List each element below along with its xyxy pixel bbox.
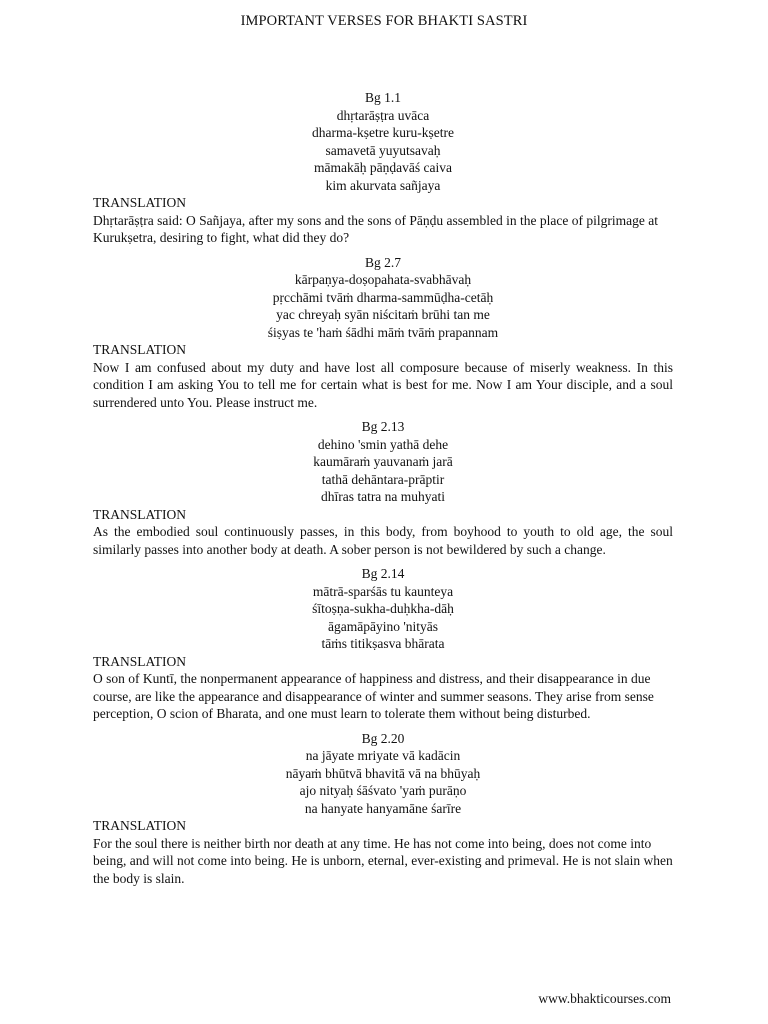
sanskrit-line: dehino 'smin yathā dehe — [317, 436, 449, 452]
verse-reference: Bg 2.14 — [361, 566, 405, 581]
verse-list — [93, 89, 673, 894]
translation-text: O son of Kuntī, the nonpermanent appearance of happiness and distress, and their disappearance in due course, are like the appearance and disappearance of winter and summer seasons. They arise from sense perception, O scion of Bharata, and one must learn to tolerate them without being disturbed. — [93, 671, 654, 721]
sanskrit-verse — [93, 107, 673, 195]
translation-heading: TRANSLATION — [93, 653, 186, 669]
verse-bg-2-20 — [93, 730, 673, 888]
sanskrit-line: kaumāraṁ yauvanaṁ jarā — [313, 454, 453, 469]
verse-reference: Bg 2.20 — [361, 730, 405, 746]
verse-bg-1-1 — [93, 89, 673, 247]
sanskrit-line: nāyaṁ bhūtvā bhavitā vā na bhūyaḥ — [285, 765, 481, 781]
footer-website-url[interactable]: www.bhakticourses.com — [538, 991, 671, 1006]
sanskrit-line: na hanyate hanyamāne śarīre — [304, 800, 462, 816]
sanskrit-line: dhṛtarāṣṭra uvāca — [336, 107, 430, 123]
verse-reference: Bg 2.7 — [364, 254, 401, 270]
verse-bg-2-13 — [93, 418, 673, 558]
sanskrit-line: kārpaṇya-doṣopahata-svabhāvaḥ — [294, 272, 472, 287]
translation-heading: TRANSLATION — [93, 195, 186, 210]
sanskrit-line: tāṁs titikṣasva bhārata — [321, 636, 445, 651]
sanskrit-verse — [93, 271, 673, 341]
sanskrit-line: tathā dehāntara-prāptir — [321, 471, 445, 487]
translation-text: As the embodied soul continuously passes, in this body, from boyhood to youth to old age, the soul similarly passes into another body at death. A sober person is not bewildered by such a change. — [93, 524, 673, 557]
sanskrit-line: mātrā-sparśās tu kaunteya — [312, 583, 454, 599]
sanskrit-line: pṛcchāmi tvāṁ dharma-sammūḍha-cetāḥ — [272, 289, 494, 305]
translation-heading: TRANSLATION — [93, 818, 186, 833]
verse-bg-2-7 — [93, 254, 673, 412]
sanskrit-verse — [93, 747, 673, 817]
sanskrit-line: dharma-kṣetre kuru-kṣetre — [311, 125, 455, 140]
sanskrit-line: yac chreyaḥ syān niścitaṁ brūhi tan me — [276, 307, 490, 322]
translation-heading: TRANSLATION — [93, 342, 186, 357]
verse-bg-2-14 — [93, 565, 673, 723]
translation-text: For the soul there is neither birth nor death at any time. He has not come into being, does not come into being, and will not come into being. He is unborn, eternal, ever-existing and primeval. He is not slain when the body is slain. — [93, 835, 673, 886]
sanskrit-line: kim akurvata sañjaya — [325, 177, 441, 193]
translation-text: Now I am confused about my duty and have lost all composure because of miserly weakness. In this condition I am asking You to tell me for certain what is best for me. Now I am Your disciple, and a soul surrendered unto You. Please instruct me. — [93, 359, 673, 410]
sanskrit-line: dhīras tatra na muhyati — [320, 489, 446, 504]
sanskrit-line: śiṣyas te 'haṁ śādhi māṁ tvāṁ prapannam — [267, 324, 499, 340]
sanskrit-line: śītoṣṇa-sukha-duḥkha-dāḥ — [312, 601, 454, 616]
translation-heading: TRANSLATION — [93, 506, 186, 522]
sanskrit-line: ajo nityaḥ śāśvato 'yaṁ purāṇo — [299, 783, 467, 798]
sanskrit-line: māmakāḥ pāṇḍavāś caiva — [314, 160, 452, 175]
sanskrit-verse — [93, 436, 673, 506]
verse-reference: Bg 1.1 — [364, 90, 401, 105]
verse-reference: Bg 2.13 — [361, 419, 405, 434]
sanskrit-line: na jāyate mriyate vā kadācin — [305, 748, 461, 763]
sanskrit-verse — [93, 583, 673, 653]
sanskrit-line: samavetā yuyutsavaḥ — [325, 142, 441, 158]
page-title: IMPORTANT VERSES FOR BHAKTI SASTRI — [240, 13, 528, 29]
translation-text: Dhṛtarāṣṭra said: O Sañjaya, after my sons and the sons of Pāṇḍu assembled in the place of pilgrimage at Kurukṣetra, desiring to fight, what did they do? — [93, 212, 658, 245]
sanskrit-line: āgamāpāyino 'nityās — [327, 618, 439, 634]
